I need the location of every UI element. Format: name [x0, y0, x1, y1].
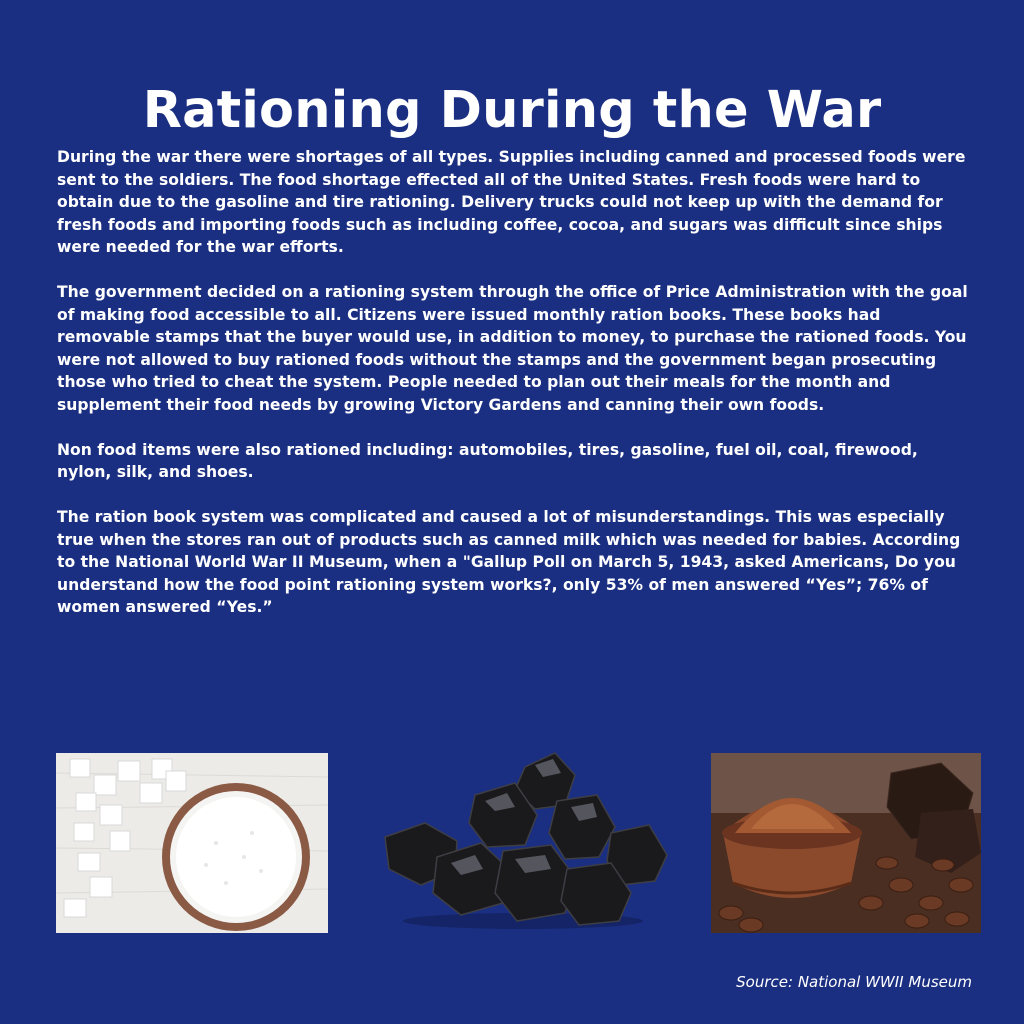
- paragraph-rationing-system: The government decided on a rationing system through the office of Price Administration with the goal of making food accessible to all. Citizens were issued monthly ration books. These books had removable stamps that the buyer would use, in addition to money, to purchase the rationed foods. You were not allowed to buy rationed foods without the stamps and the government began prosecuting those who tried to cheat the system. People needed to plan out their meals for the month and supplement their food needs by growing Victory Gardens and canning their own foods.: [57, 283, 968, 414]
- source-credit: Source: National WWII Museum: [736, 973, 972, 991]
- page-title: Rationing During the War: [142, 81, 882, 140]
- paragraph-ration-book: The ration book system was complicated and caused a lot of misunderstandings. This was especially true when the stores ran out of products such as canned milk which was needed for babies. According to the National World War II Museum, when a "Gallup Poll on March 5, 1943, asked Americans, Do you understand how the food point rationing system works?, only 53% of men answered “Yes”; 76% of women answered “Yes.”: [57, 508, 961, 616]
- sugar-photo: [56, 753, 328, 933]
- paragraph-shortages: During the war there were shortages of all types. Supplies including canned and processed foods were sent to the soldiers. The food shortage effected all of the United States. Fresh foods were hard to obtain due to the gasoline and tire rationing. Delivery trucks could not keep up with the demand for fresh foods and importing foods such as including coffee, cocoa, and sugars was difficult since ships were needed for the war efforts.: [57, 148, 966, 256]
- cocoa-photo: [711, 753, 981, 933]
- coal-photo: [375, 745, 671, 935]
- body-text: [57, 146, 977, 619]
- paragraph-non-food-items: Non food items were also rationed including: automobiles, tires, gasoline, fuel oil, coal, firewood, nylon, silk, and shoes.: [57, 440, 918, 481]
